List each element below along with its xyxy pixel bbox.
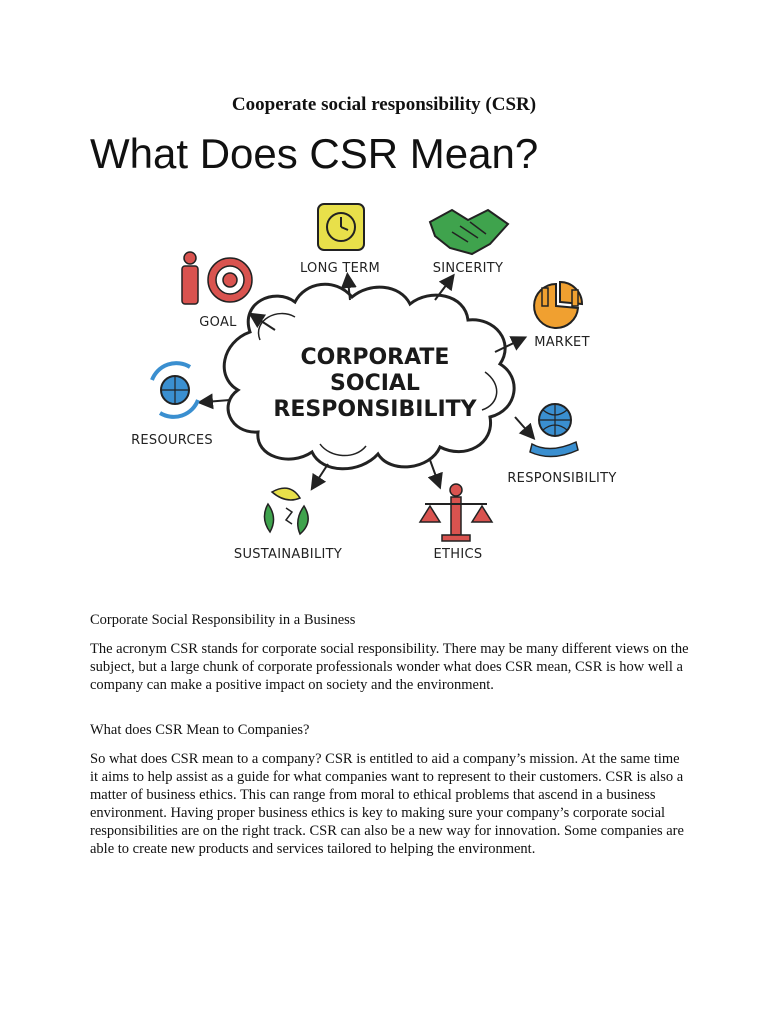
resources-icon — [152, 363, 198, 417]
paragraph-business: The acronym CSR stands for corporate social responsibility. There may be many different views on the subject, but a large chunk of corporate professionals wonder what does CSR mean, CSR is how well a company can make a positive impact on society and the environment. — [90, 641, 689, 693]
resources-label: RESOURCES — [131, 433, 213, 448]
market-label: MARKET — [534, 335, 590, 350]
paragraph-companies: So what does CSR mean to a company? CSR is entitled to aid a company’s mission. At the same time it aims to help assist as a guide for what companies want to represent to their customers. CSR is also a matter of business ethics. This can range from moral to ethical problems that ascend in a business environment. Having proper business ethics is key to making sure your company’s corporate social responsibilities are on the right track. CSR can also be a new way for innovation. Some companies are able to create new products and services tailored to helping the environment. — [90, 751, 684, 857]
cloud-line-2: SOCIAL — [330, 371, 420, 396]
document-title: Cooperate social responsibility (CSR) — [231, 94, 537, 115]
scales-icon — [420, 484, 492, 541]
clock-icon — [318, 204, 364, 250]
goal-icon — [182, 252, 252, 304]
sustainability-label: SUSTAINABILITY — [233, 547, 343, 562]
ethics-label: ETHICS — [433, 547, 483, 562]
page-heading: What Does CSR Mean? — [90, 130, 539, 177]
section-heading-business: Corporate Social Responsibility in a Business — [90, 612, 356, 628]
csr-infographic — [90, 192, 670, 577]
long-term-label: LONG TERM — [299, 261, 381, 276]
sincerity-label: SINCERITY — [432, 261, 504, 276]
market-icon — [534, 282, 582, 328]
responsibility-label: RESPONSIBILITY — [507, 471, 617, 486]
globe-hand-icon — [530, 404, 578, 457]
goal-label: GOAL — [199, 315, 237, 330]
section-heading-companies: What does CSR Mean to Companies? — [90, 722, 310, 738]
recycle-leaves-icon — [264, 488, 308, 534]
cloud-line-3: RESPONSIBILITY — [273, 397, 477, 422]
cloud-line-1: CORPORATE — [300, 345, 450, 370]
handshake-icon — [430, 210, 508, 254]
